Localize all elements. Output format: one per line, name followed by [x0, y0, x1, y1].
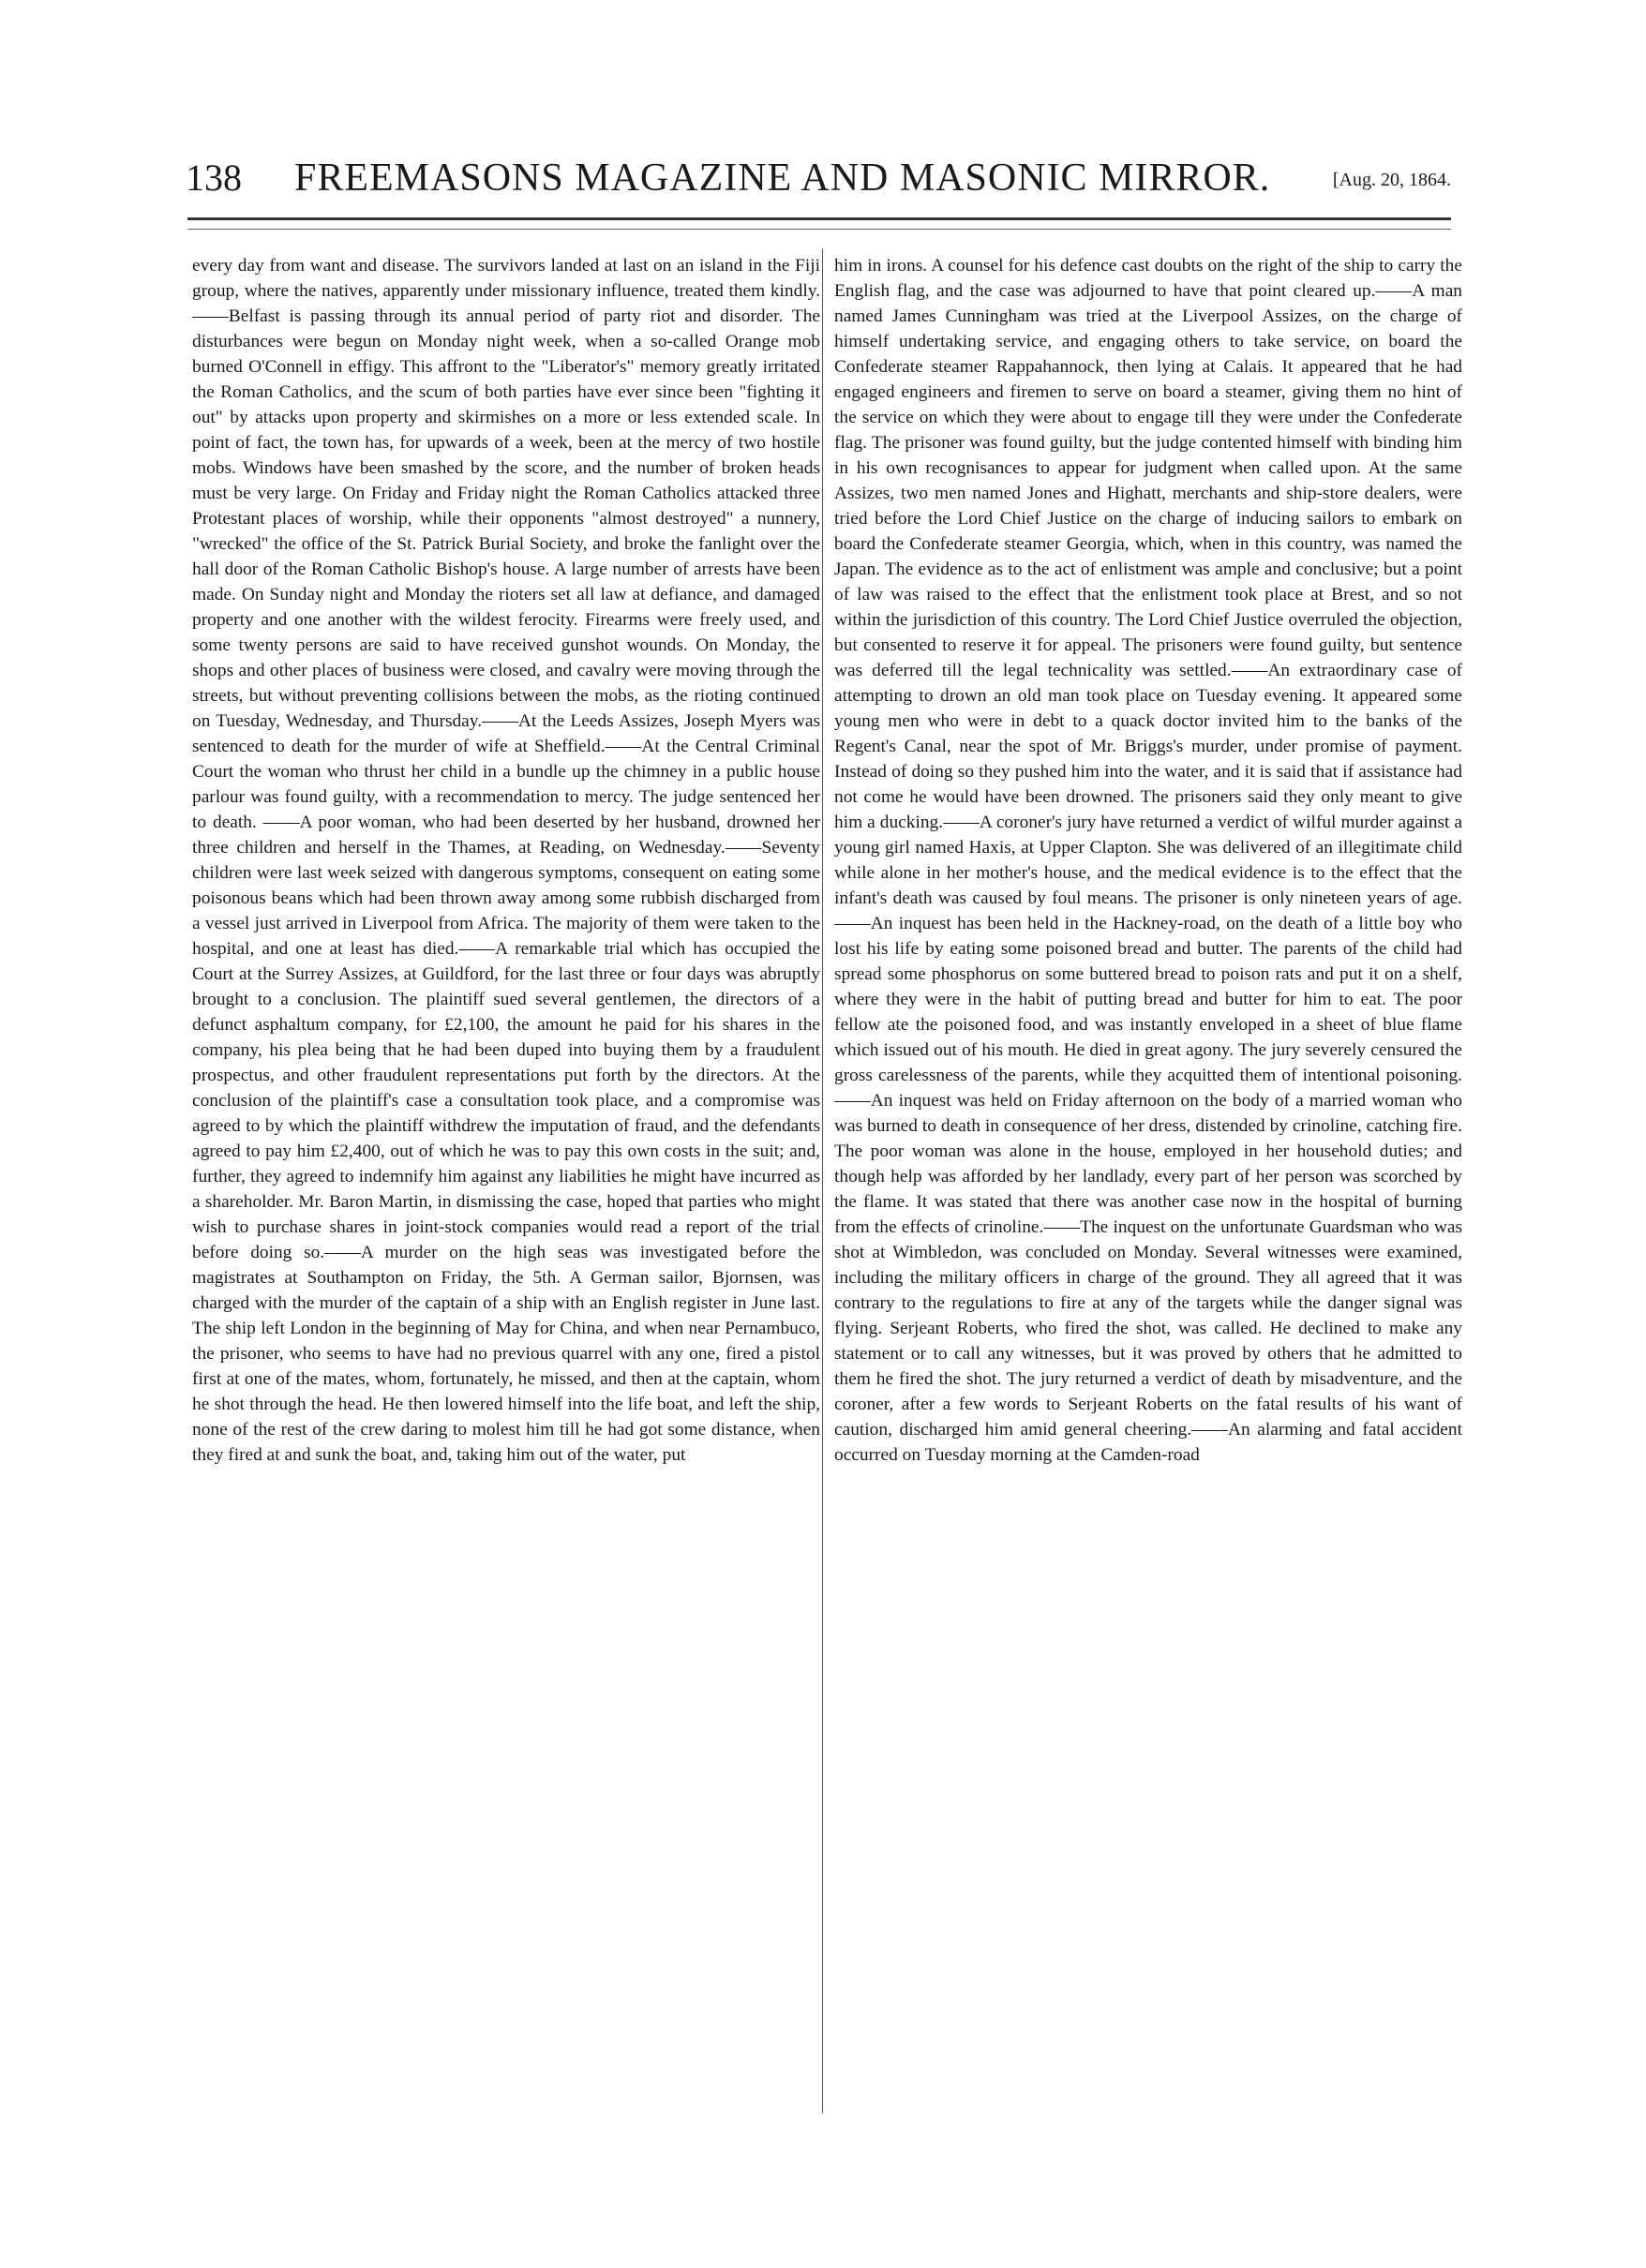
right-column	[834, 253, 1462, 2146]
header-rule-thin	[187, 229, 1451, 230]
issue-date: [Aug. 20, 1864.	[1332, 170, 1451, 190]
page-header	[186, 150, 1465, 206]
right-column-text: him in irons. A counsel for his defence cast doubts on the right of the ship to carry the English flag, and the case was adjourned to have that point cleared up.——A man named James Cunningham was tried at the Liverpool Assizes, on the charge of himself undertaking service, and engaging others to take service, on board the Confederate steamer Rappahannock, then lying at Calais. It appeared that he had engaged engineers and firemen to serve on board a steamer, giving them no hint of the service on which they were about to engage till they were under the Confederate flag. The prisoner was found guilty, but the judge contented himself with binding him in his own recognisances to appear for judgment when called upon. At the same Assizes, two men named Jones and Highatt, merchants and ship-store dealers, were tried before the Lord Chief Justice on the charge of inducing sailors to embark on board the Confederate steamer Georgia, which, when in this country, was named the Japan. The evidence as to the act of enlistment was ample and conclusive; but a point of law was raised to the effect that the enlistment took place at Brest, and so not within the jurisdiction of this country. The Lord Chief Justice overruled the objection, but consented to reserve it for appeal. The prisoners were found guilty, but sentence was deferred till the legal technicality was settled.——An extraordinary case of attempting to drown an old man took place on Tuesday evening. It appeared some young men who were in debt to a quack doctor invited him to the banks of the Regent's Canal, near the spot of Mr. Briggs's murder, under promise of payment. Instead of doing so they pushed him into the water, and it is said that if assistance had not come he would have been drowned. The prisoners said they only meant to give him a ducking.——A coroner's jury have returned a verdict of wilful murder against a young girl named Haxis, at Upper Clapton. She was delivered of an illegitimate child while alone in her mother's house, and the medical evidence is to the effect that the infant's death was caused by foul means. The prisoner is only nineteen years of age.——An inquest has been held in the Hackney-road, on the death of a little boy who lost his life by eating some poisoned bread and butter. The parents of the child had spread some phosphorus on some buttered bread to poison rats and put it on a shelf, where they were in the habit of putting bread and butter for him to eat. The poor fellow ate the poisoned food, and was instantly enveloped in a sheet of blue flame which issued out of his mouth. He died in great agony. The jury severely censured the gross carelessness of the parents, while they acquitted them of intentional poisoning.——An inquest was held on Friday afternoon on the body of a married woman who was burned to death in consequence of her dress, distended by crinoline, catching fire. The poor woman was alone in the house, employed in her household duties; and though help was afforded by her landlady, every part of her person was scorched by the flame. It was stated that there was another case now in the hospital of burning from the effects of crinoline.——The inquest on the unfortunate Guardsman who was shot at Wimbledon, was concluded on Monday. Several witnesses were examined, including the military officers in charge of the ground. They all agreed that it was contrary to the regulations to fire at any of the targets while the danger signal was flying. Serjeant Roberts, who fired the shot, was called. He declined to make any statement or to call any witnesses, but it was proved by others that he admitted to them he fired the shot. The jury returned a verdict of death by misadventure, and the coroner, after a few words to Serjeant Roberts on the fatal results of his want of caution, discharged him amid general cheering.——An alarming and fatal accident occurred on Tuesday morning at the Camden-road	[834, 256, 1462, 1465]
left-column-text: every day from want and disease. The survivors landed at last on an island in the Fiji group, where the natives, apparently under missionary influence, treated them kindly.——Belfast is passing through its annual period of party riot and disorder. The disturbances were begun on Monday night week, when a so-called Orange mob burned O'Connell in effigy. This affront to the "Liberator's" memory greatly irritated the Roman Catholics, and the scum of both parties have ever since been "fighting it out" by attacks upon property and skirmishes on a more or less extended scale. In point of fact, the town has, for upwards of a week, been at the mercy of two hostile mobs. Windows have been smashed by the score, and the number of broken heads must be very large. On Friday and Friday night the Roman Catholics attacked three Protestant places of worship, while their opponents "almost destroyed" a nunnery, "wrecked" the office of the St. Patrick Burial Society, and broke the fanlight over the hall door of the Roman Catholic Bishop's house. A large number of arrests have been made. On Sunday night and Monday the rioters set all law at defiance, and damaged property and one another with the wildest ferocity. Firearms were freely used, and some twenty persons are said to have received gunshot wounds. On Monday, the shops and other places of business were closed, and cavalry were moving through the streets, but without preventing collisions between the mobs, as the rioting continued on Tuesday, Wednesday, and Thursday.——At the Leeds Assizes, Joseph Myers was sentenced to death for the murder of wife at Sheffield.——At the Central Criminal Court the woman who thrust her child in a bundle up the chimney in a public house parlour was found guilty, with a recommendation to mercy. The judge sentenced her to death. ——A poor woman, who had been deserted by her husband, drowned her three children and herself in the Thames, at Reading, on Wednesday.——Seventy children were last week seized with dangerous symptoms, consequent on eating some poisonous beans which had been thrown away among some rubbish discharged from a vessel just arrived in Liverpool from Africa. The majority of them were taken to the hospital, and one at least has died.——A remarkable trial which has occupied the Court at the Surrey Assizes, at Guildford, for the last three or four days was abruptly brought to a conclusion. The plaintiff sued several gentlemen, the directors of a defunct asphaltum company, for £2,100, the amount he paid for his shares in the company, his plea being that he had been duped into buying them by a fraudulent prospectus, and other fraudulent representations put forth by the directors. At the conclusion of the plaintiff's case a consultation took place, and a compromise was agreed to by which the plaintiff withdrew the imputation of fraud, and the defendants agreed to pay him £2,400, out of which he was to pay this own costs in the suit; and, further, they agreed to indemnify him against any liabilities he might have incurred as a shareholder. Mr. Baron Martin, in dismissing the case, hoped that parties who might wish to purchase shares in joint-stock companies would read a report of the trial before doing so.——A murder on the high seas was investigated before the magistrates at Southampton on Friday, the 5th. A German sailor, Bjornsen, was charged with the murder of the captain of a ship with an English register in June last. The ship left London in the beginning of May for China, and when near Pernambuco, the prisoner, who seems to have had no previous quarrel with any one, fired a pistol first at one of the mates, whom, fortunately, he missed, and then at the captain, whom he shot through the head. He then lowered himself into the life boat, and left the ship, none of the rest of the crew daring to molest him till he had got some distance, when they fired at and sunk the boat, and, taking him out of the water, put	[192, 256, 820, 1465]
page-number: 138	[186, 157, 242, 199]
header-rule-thick	[187, 217, 1451, 220]
column-divider	[822, 248, 823, 2113]
left-column	[192, 253, 820, 2146]
masthead-title: FREEMASONS MAGAZINE AND MASONIC MIRROR.	[294, 157, 1271, 200]
